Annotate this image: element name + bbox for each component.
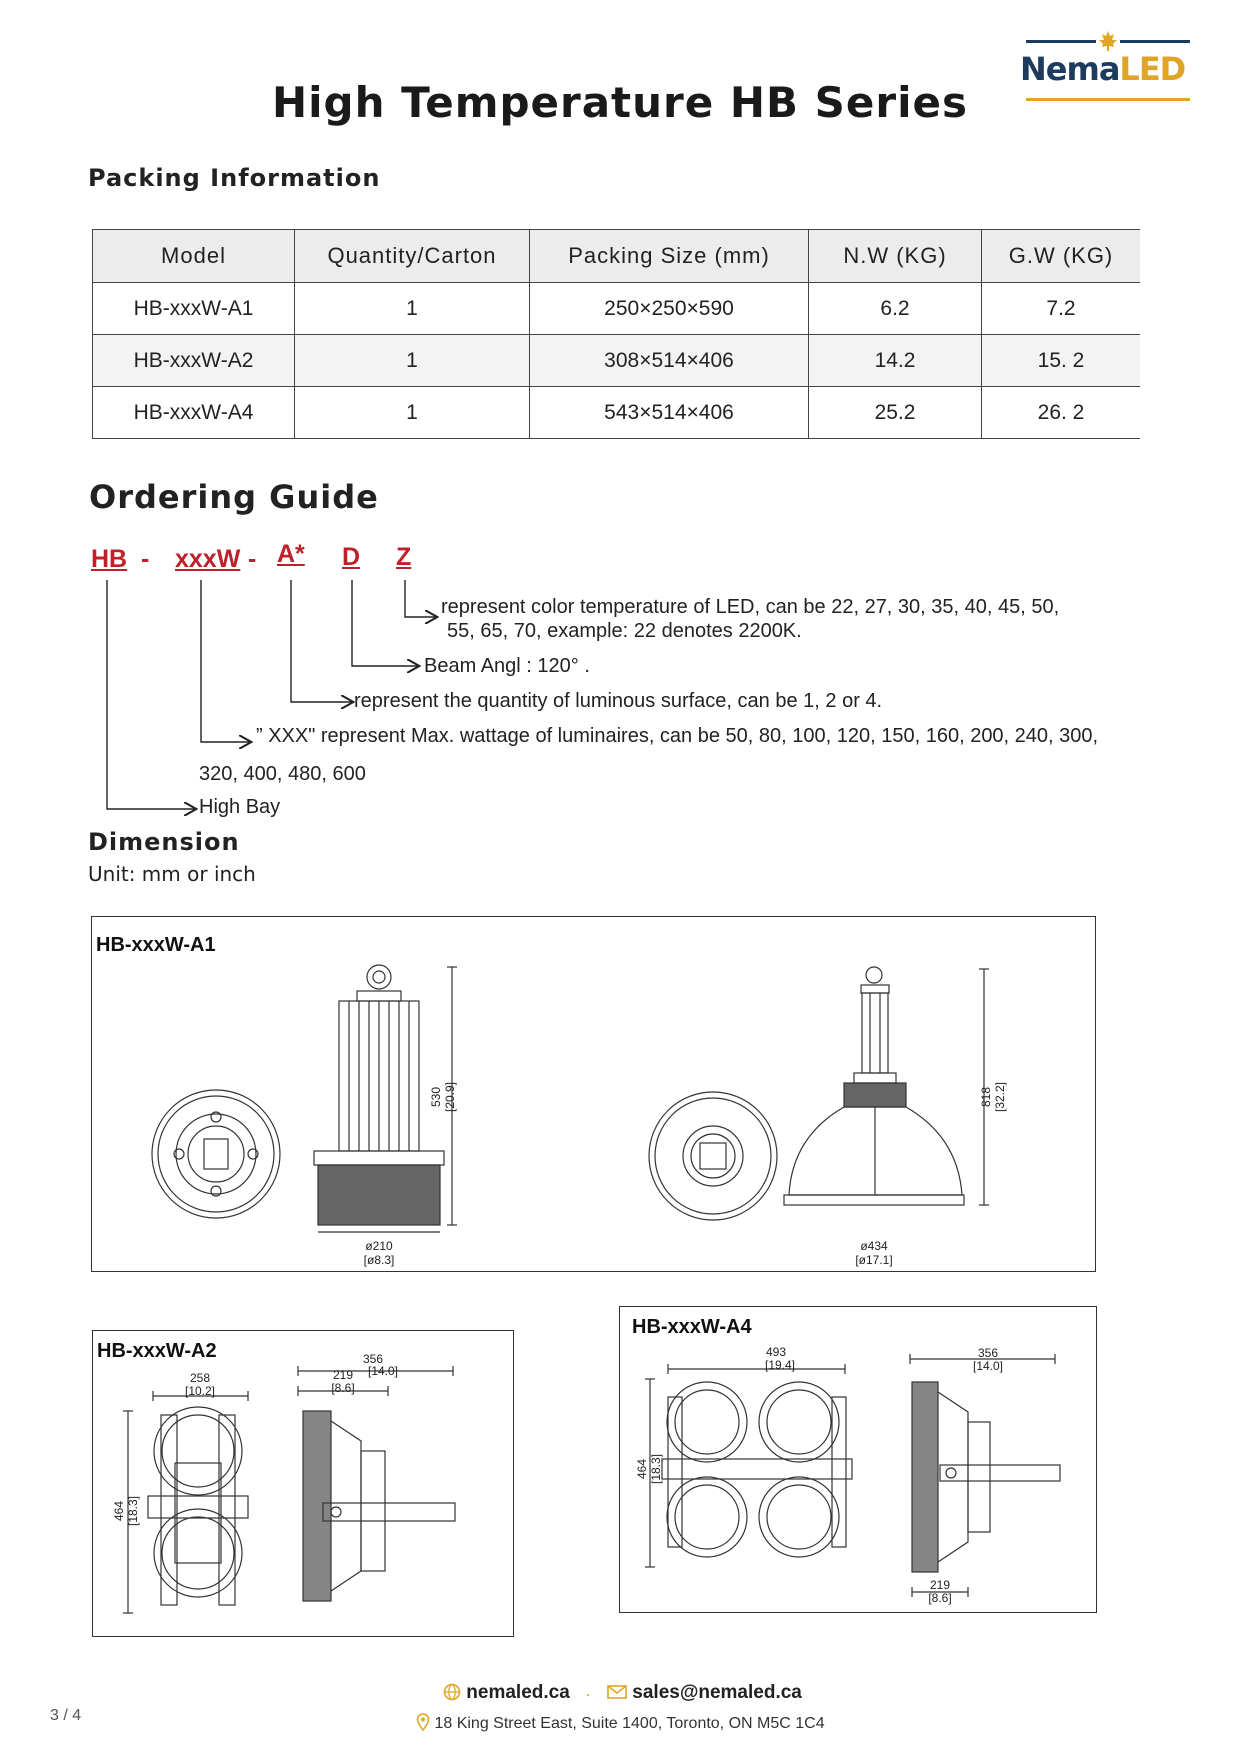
drawing-a4-label: HB-xxxW-A4 <box>632 1316 752 1338</box>
a4-depth-in: [14.0] <box>972 1359 1004 1373</box>
a2-depth: 356 <box>362 1352 384 1366</box>
a4-width: 493 <box>765 1345 787 1359</box>
code-cct: Z <box>396 543 412 571</box>
mail-icon <box>607 1684 627 1700</box>
cell-gw: 7.2 <box>982 283 1141 335</box>
footer-address: 18 King Street East, Suite 1400, Toronto, ON M5C 1C4 <box>434 1715 825 1732</box>
code-wattage: xxxW <box>175 545 241 573</box>
a1-dia2: ø434 <box>860 1239 888 1253</box>
a4-height: 464 <box>635 1458 649 1480</box>
code-beam: D <box>342 543 361 571</box>
a4-mount: 219 <box>929 1578 951 1592</box>
a2-width: 258 <box>189 1371 211 1385</box>
drawing-a2-svg <box>93 1331 513 1636</box>
cell-model: HB-xxxW-A2 <box>93 335 295 387</box>
a4-depth: 356 <box>977 1346 999 1360</box>
footer-email-link[interactable]: sales@nemaled.ca <box>632 1682 802 1703</box>
packing-heading: Packing Information <box>88 164 381 192</box>
footer-website-link[interactable]: nemaled.ca <box>466 1682 570 1703</box>
cell-nw: 14.2 <box>809 335 982 387</box>
cell-size: 308×514×406 <box>530 335 809 387</box>
desc-wattage-line1: ” XXX" represent Max. wattage of luminaires, can be 50, 80, 100, 120, 150, 160, 200, 240, 300, <box>256 725 1099 747</box>
desc-beam: Beam Angl : 120° . <box>424 655 590 677</box>
connector-beam <box>352 580 418 666</box>
cell-quantity: 1 <box>295 335 530 387</box>
drawing-a2-label: HB-xxxW-A2 <box>97 1340 217 1362</box>
a1-height1-in: [20.9] <box>443 1081 457 1113</box>
cell-quantity: 1 <box>295 283 530 335</box>
cell-quantity: 1 <box>295 387 530 439</box>
cell-size: 543×514×406 <box>530 387 809 439</box>
page-number: 3 / 4 <box>50 1707 82 1724</box>
col-model: Model <box>93 230 295 283</box>
a2-mount: 219 <box>332 1368 354 1382</box>
a2-height-in: [18.3] <box>126 1495 140 1527</box>
desc-wattage-line2: 320, 400, 480, 600 <box>199 763 366 785</box>
a1-dia1-in: [ø8.3] <box>363 1253 395 1267</box>
a1-dia1: ø210 <box>365 1239 393 1253</box>
desc-cct-line1: represent color temperature of LED, can be 22, 27, 30, 35, 40, 45, 50, <box>441 596 1060 618</box>
cell-model: HB-xxxW-A1 <box>93 283 295 335</box>
a2-mount-in: [8.6] <box>331 1381 355 1395</box>
col-quantity: Quantity/Carton <box>295 230 530 283</box>
code-hb: HB <box>91 545 128 573</box>
a4-mount-in: [8.6] <box>928 1591 952 1605</box>
logo-text-main: Nema <box>1020 50 1120 88</box>
a1-height1: 530 <box>429 1086 443 1108</box>
cell-size: 250×250×590 <box>530 283 809 335</box>
cell-nw: 6.2 <box>809 283 982 335</box>
a4-width-in: [19.4] <box>764 1358 796 1372</box>
connector-cct <box>405 580 436 617</box>
col-size: Packing Size (mm) <box>530 230 809 283</box>
code-dash-2: - <box>248 545 257 573</box>
drawing-a1-frame <box>91 916 1096 1272</box>
cell-gw: 26. 2 <box>982 387 1141 439</box>
drawing-a1-label: HB-xxxW-A1 <box>96 934 216 956</box>
drawing-a1-svg <box>92 917 1095 1271</box>
dimension-unit: Unit: mm or inch <box>88 862 256 886</box>
a2-width-in: [10.2] <box>184 1384 216 1398</box>
a1-height2: 818 <box>979 1086 993 1108</box>
a4-height-in: [18.3] <box>649 1453 663 1485</box>
drawing-a4-svg <box>620 1307 1096 1612</box>
connector-hb <box>107 580 195 809</box>
page-title: High Temperature HB Series <box>272 78 968 127</box>
code-surface: A* <box>277 540 305 568</box>
a2-depth-in: [14.0] <box>367 1364 399 1378</box>
cell-nw: 25.2 <box>809 387 982 439</box>
connector-surface <box>291 580 352 702</box>
footer-website-row <box>443 1682 570 1704</box>
drawing-a4-frame <box>619 1306 1097 1613</box>
drawing-a2-frame <box>92 1330 514 1637</box>
cell-model: HB-xxxW-A4 <box>93 387 295 439</box>
footer-address-row <box>416 1713 825 1733</box>
code-dash-1: - <box>141 545 150 573</box>
globe-icon <box>443 1683 461 1701</box>
footer-separator: · <box>585 1684 591 1704</box>
a2-height: 464 <box>112 1500 126 1522</box>
desc-surface: represent the quantity of luminous surface, can be 1, 2 or 4. <box>354 690 883 712</box>
desc-cct-line2: 55, 65, 70, example: 22 denotes 2200K. <box>447 620 802 642</box>
dimension-heading: Dimension <box>88 828 240 856</box>
desc-highbay: High Bay <box>199 796 281 818</box>
a1-dia2-in: [ø17.1] <box>855 1253 893 1267</box>
location-pin-icon <box>416 1713 430 1731</box>
cell-gw: 15. 2 <box>982 335 1141 387</box>
ordering-heading: Ordering Guide <box>89 478 379 516</box>
a1-height2-in: [32.2] <box>993 1081 1007 1113</box>
logo-text-accent: LED <box>1119 50 1186 88</box>
footer-email-row <box>607 1682 802 1704</box>
connector-wattage <box>201 580 250 742</box>
col-gw: G.W (KG) <box>982 230 1141 283</box>
col-nw: N.W (KG) <box>809 230 982 283</box>
